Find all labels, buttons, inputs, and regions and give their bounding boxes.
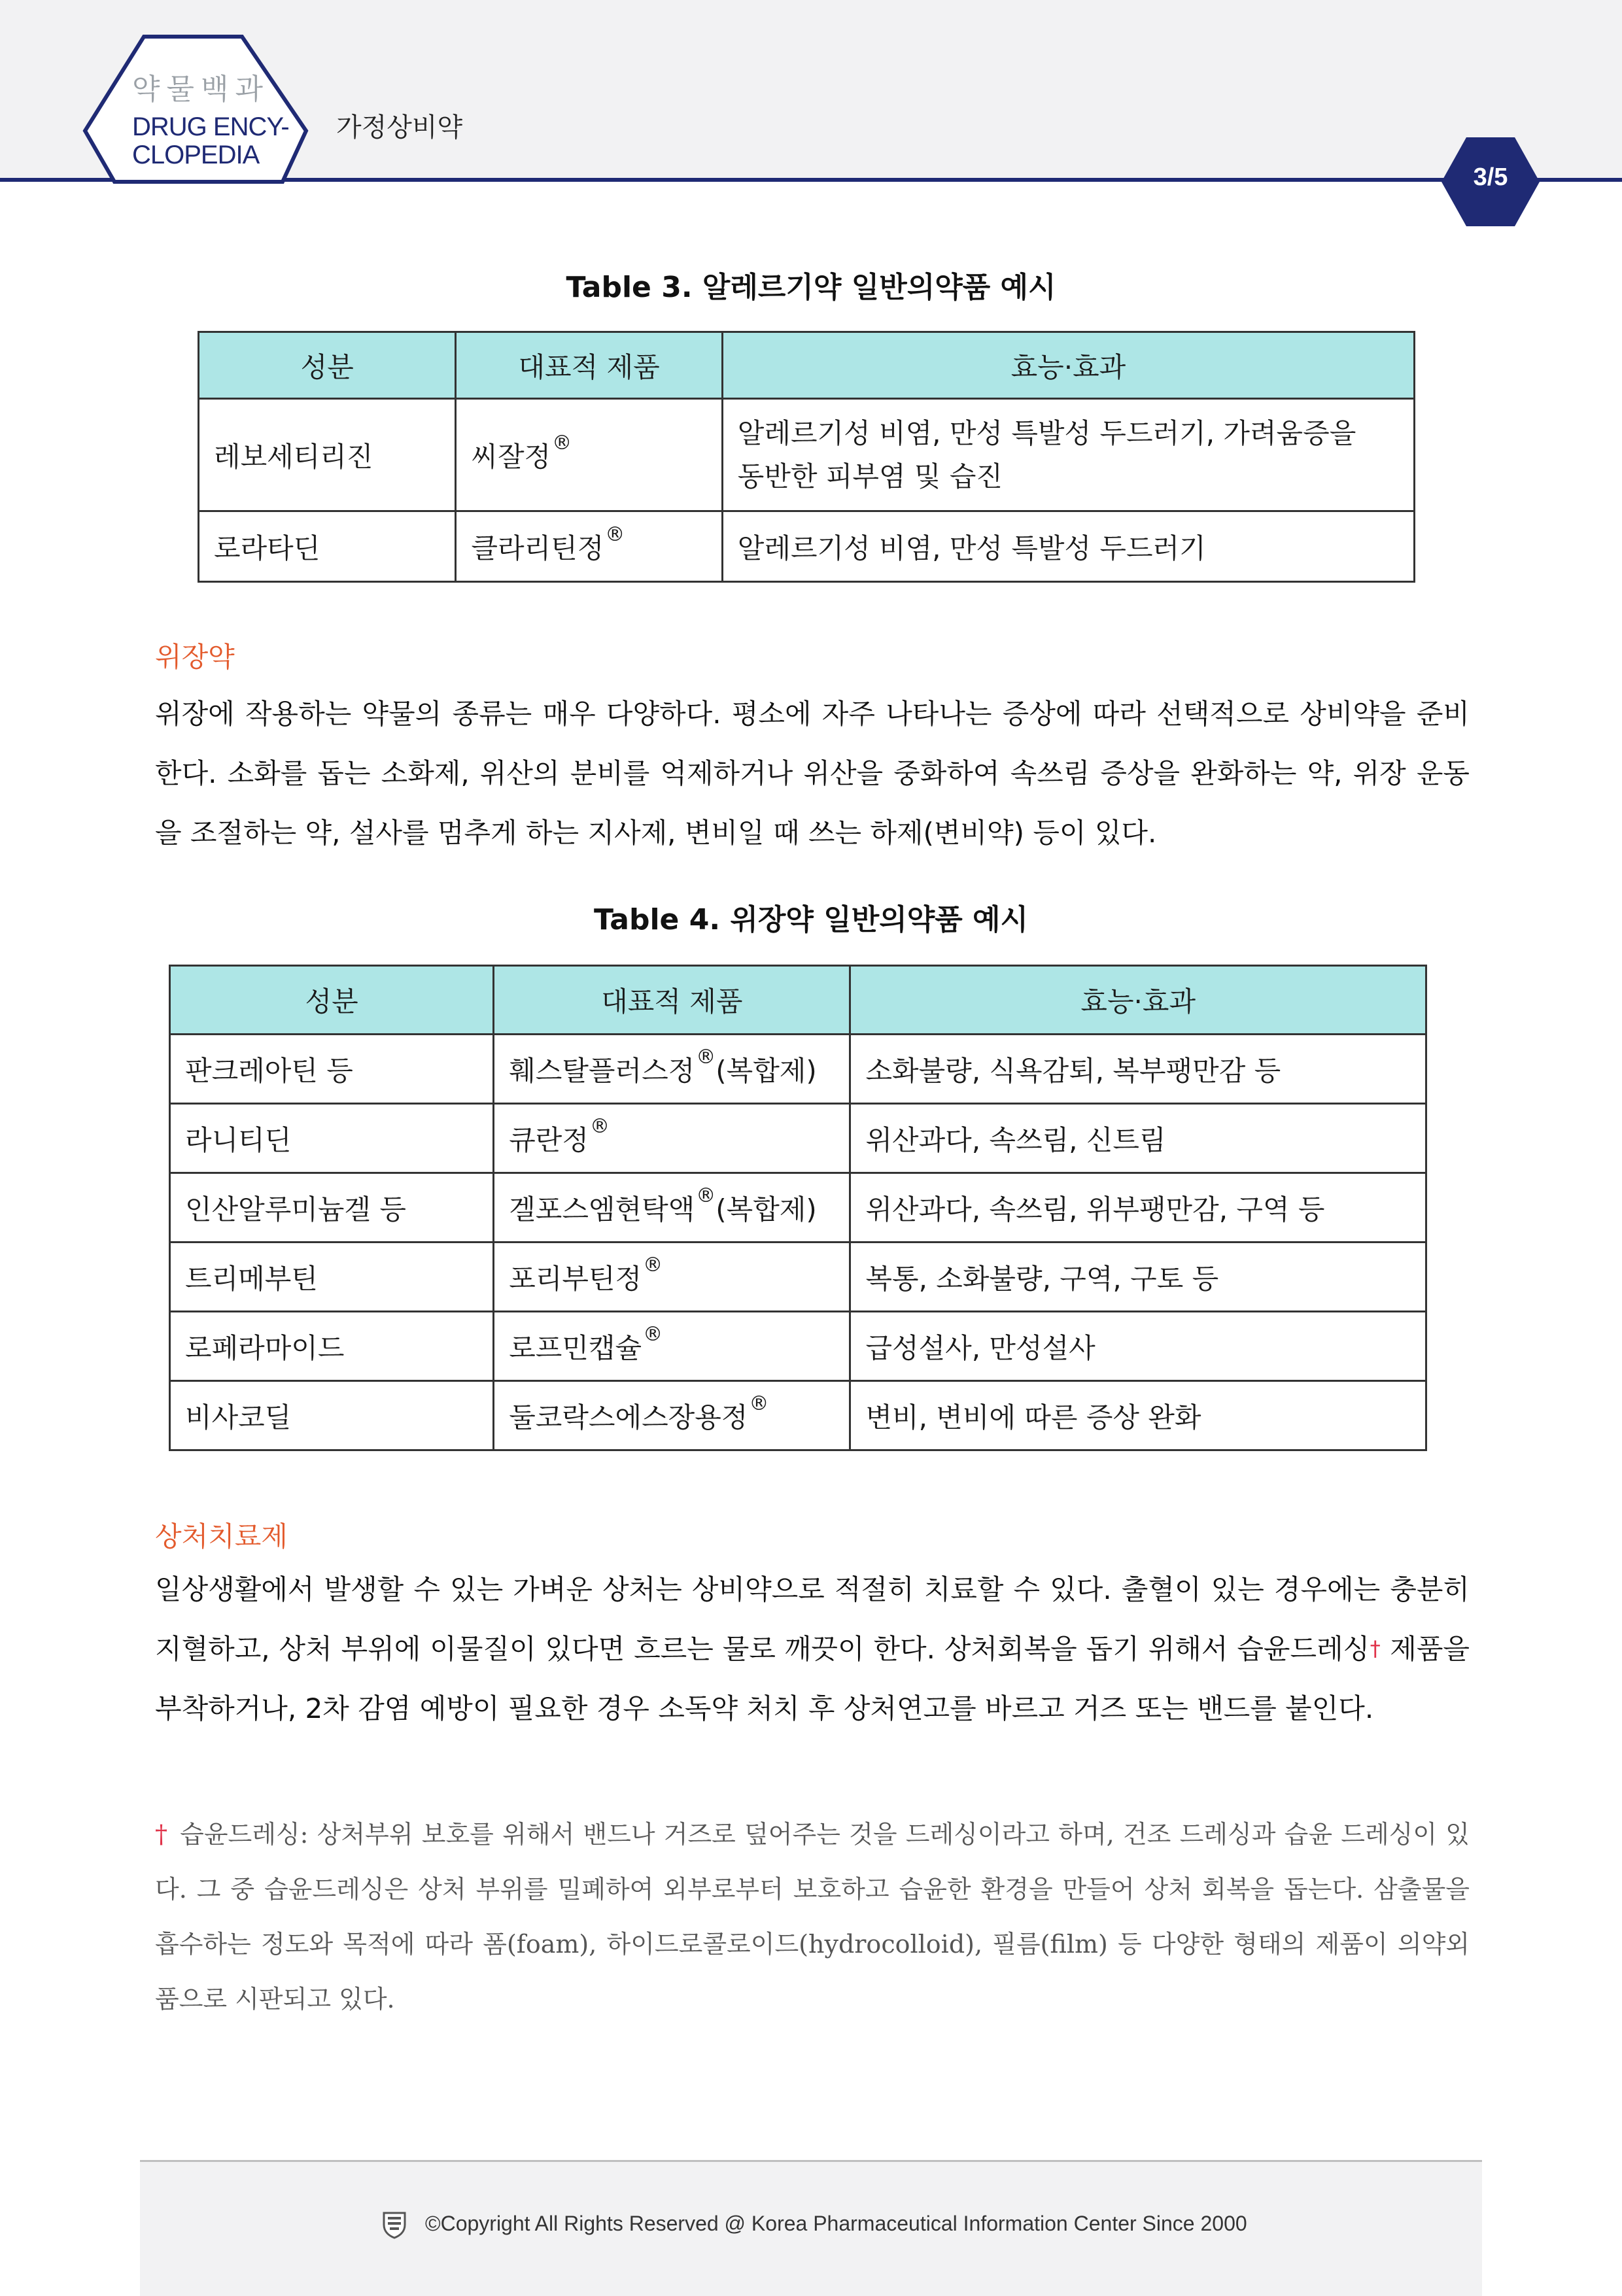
table3-header-cell: 성분 (199, 332, 456, 399)
table-row (170, 1173, 1426, 1242)
table3-header-cell: 효능·효과 (722, 332, 1414, 399)
effect-line: 알레르기성 비염, 만성 특발성 두드러기, 가려움증을 (737, 417, 1356, 449)
logo-korean: 약물백과 (132, 73, 270, 106)
table3-header-row (199, 332, 1415, 399)
table4-caption: Table 4. 위장약 일반의약품 예시 (593, 903, 1029, 936)
table4-header-cell: 성분 (170, 966, 494, 1035)
crest-icon (382, 2210, 407, 2239)
product-cell (456, 511, 722, 582)
effect-cell: 알레르기성 비염, 만성 특발성 두드러기 (722, 511, 1414, 582)
ingredient-cell: 판크레아틴 등 (170, 1035, 494, 1104)
product-suffix: (복합제) (716, 1193, 817, 1225)
section-heading-gi: 위장약 (155, 641, 235, 673)
product-cell (494, 1381, 850, 1450)
product-cell (494, 1035, 850, 1104)
ingredient-cell: 인산알루미늄겔 등 (170, 1173, 494, 1242)
ingredient-cell: 라니티딘 (170, 1104, 494, 1173)
effect-line: 동반한 피부염 및 습진 (737, 460, 1003, 492)
table3-header-cell: 대표적 제품 (456, 332, 722, 399)
product-cell (494, 1173, 850, 1242)
table-row (199, 511, 1415, 582)
table4-header-row (170, 966, 1426, 1035)
ingredient-cell: 로라타딘 (199, 511, 456, 582)
section-heading-wound: 상처치료제 (155, 1520, 288, 1552)
footnote-dagger: † (1370, 1636, 1381, 1661)
product-name: 클라리틴정 (471, 532, 604, 564)
wound-text-part2: 제품을 부착하거나, 2차 감염 예방이 필요한 경우 소독약 처치 후 상처연고를 바르고 거즈 또는 밴드를 붙인다. (155, 1633, 1470, 1724)
effect-cell: 급성설사, 만성설사 (850, 1312, 1426, 1381)
ingredient-cell: 레보세티리진 (199, 399, 456, 511)
product-cell (456, 399, 722, 511)
registered-mark: ® (696, 1045, 716, 1069)
product-cell (494, 1104, 850, 1173)
ingredient-cell: 비사코딜 (170, 1381, 494, 1450)
footnote-mark: † (155, 1820, 169, 1849)
effect-cell: 위산과다, 속쓰림, 위부팽만감, 구역 등 (850, 1173, 1426, 1242)
effect-cell: 위산과다, 속쓰림, 신트림 (850, 1104, 1426, 1173)
ingredient-cell: 로페라마이드 (170, 1312, 494, 1381)
table-row (199, 399, 1415, 511)
registered-mark: ® (643, 1322, 663, 1346)
table-row (170, 1035, 1426, 1104)
registered-mark: ® (589, 1114, 610, 1138)
product-name: 포리부틴정 (509, 1262, 642, 1295)
product-name: 큐란정 (509, 1123, 589, 1156)
copyright-text: ©Copyright All Rights Reserved @ Korea Pharmaceutical Information Center Since 2000 (425, 2212, 1247, 2235)
registered-mark: ® (749, 1392, 769, 1415)
table-row (170, 1312, 1426, 1381)
effect-cell (722, 399, 1414, 511)
product-name: 로프민캡슐 (509, 1331, 642, 1364)
table4-header-cell: 대표적 제품 (494, 966, 850, 1035)
product-suffix: (복합제) (716, 1054, 817, 1087)
registered-mark: ® (552, 431, 572, 454)
table-row (170, 1242, 1426, 1312)
table-row (170, 1104, 1426, 1173)
page-number: 3/5 (1473, 163, 1508, 191)
effect-cell: 소화불량, 식욕감퇴, 복부팽만감 등 (850, 1035, 1426, 1104)
table-row (170, 1381, 1426, 1450)
ingredient-cell: 트리메부틴 (170, 1242, 494, 1312)
product-name: 둘코락스에스장용정 (509, 1401, 748, 1433)
product-name: 씨잘정 (471, 440, 551, 473)
table4 (169, 965, 1427, 1451)
footnote (155, 1807, 1470, 2027)
table3-caption: Table 3. 알레르기약 일반의약품 예시 (566, 271, 1056, 304)
registered-mark: ® (605, 523, 625, 546)
registered-mark: ® (643, 1253, 663, 1277)
section-body-wound (155, 1560, 1470, 1738)
product-cell (494, 1242, 850, 1312)
registered-mark: ® (696, 1184, 716, 1207)
product-name: 훼스탈플러스정 (509, 1054, 695, 1087)
footnote-text: 습윤드레싱: 상처부위 보호를 위해서 밴드나 거즈로 덮어주는 것을 드레싱이라고 하며, 건조 드레싱과 습윤 드레싱이 있다. 그 중 습윤드레싱은 상처 부위를 밀폐하여 외부로부터 보호하고 습윤한 환경을 만들어 상처 회복을 돕는다. 삼출물을 흡수하는 정도와 목적에 따라 폼(foam), 하이드로콜로이드(hydrocolloid), 필름(film) 등 다양한 형태의 제품이 의약외품으로 시판되고 있다. (155, 1820, 1470, 2013)
logo-english-line1: DRUG ENCY- (132, 112, 289, 141)
table4-header-cell: 효능·효과 (850, 966, 1426, 1035)
product-name: 겔포스엠현탁액 (509, 1193, 695, 1225)
document-title: 가정상비약 (336, 112, 463, 143)
effect-cell: 복통, 소화불량, 구역, 구토 등 (850, 1242, 1426, 1312)
logo-english-line2: CLOPEDIA (132, 141, 260, 169)
wound-text-part1: 일상생활에서 발생할 수 있는 가벼운 상처는 상비약으로 적절히 치료할 수 있다. 출혈이 있는 경우에는 충분히 지혈하고, 상처 부위에 이물질이 있다면 흐르는 물로 깨끗이 한다. 상처회복을 돕기 위해서 습윤드레싱 (155, 1573, 1470, 1665)
table3 (198, 331, 1415, 583)
product-cell (494, 1312, 850, 1381)
effect-cell: 변비, 변비에 따른 증상 완화 (850, 1381, 1426, 1450)
section-body-gi: 위장에 작용하는 약물의 종류는 매우 다양하다. 평소에 자주 나타나는 증상에 따라 선택적으로 상비약을 준비한다. 소화를 돕는 소화제, 위산의 분비를 억제하거나 위산을 중화하여 속쓰림 증상을 완화하는 약, 위장 운동을 조절하는 약, 설사를 멈추게 하는 지사제, 변비일 때 쓰는 하제(변비약) 등이 있다. (155, 698, 1470, 849)
